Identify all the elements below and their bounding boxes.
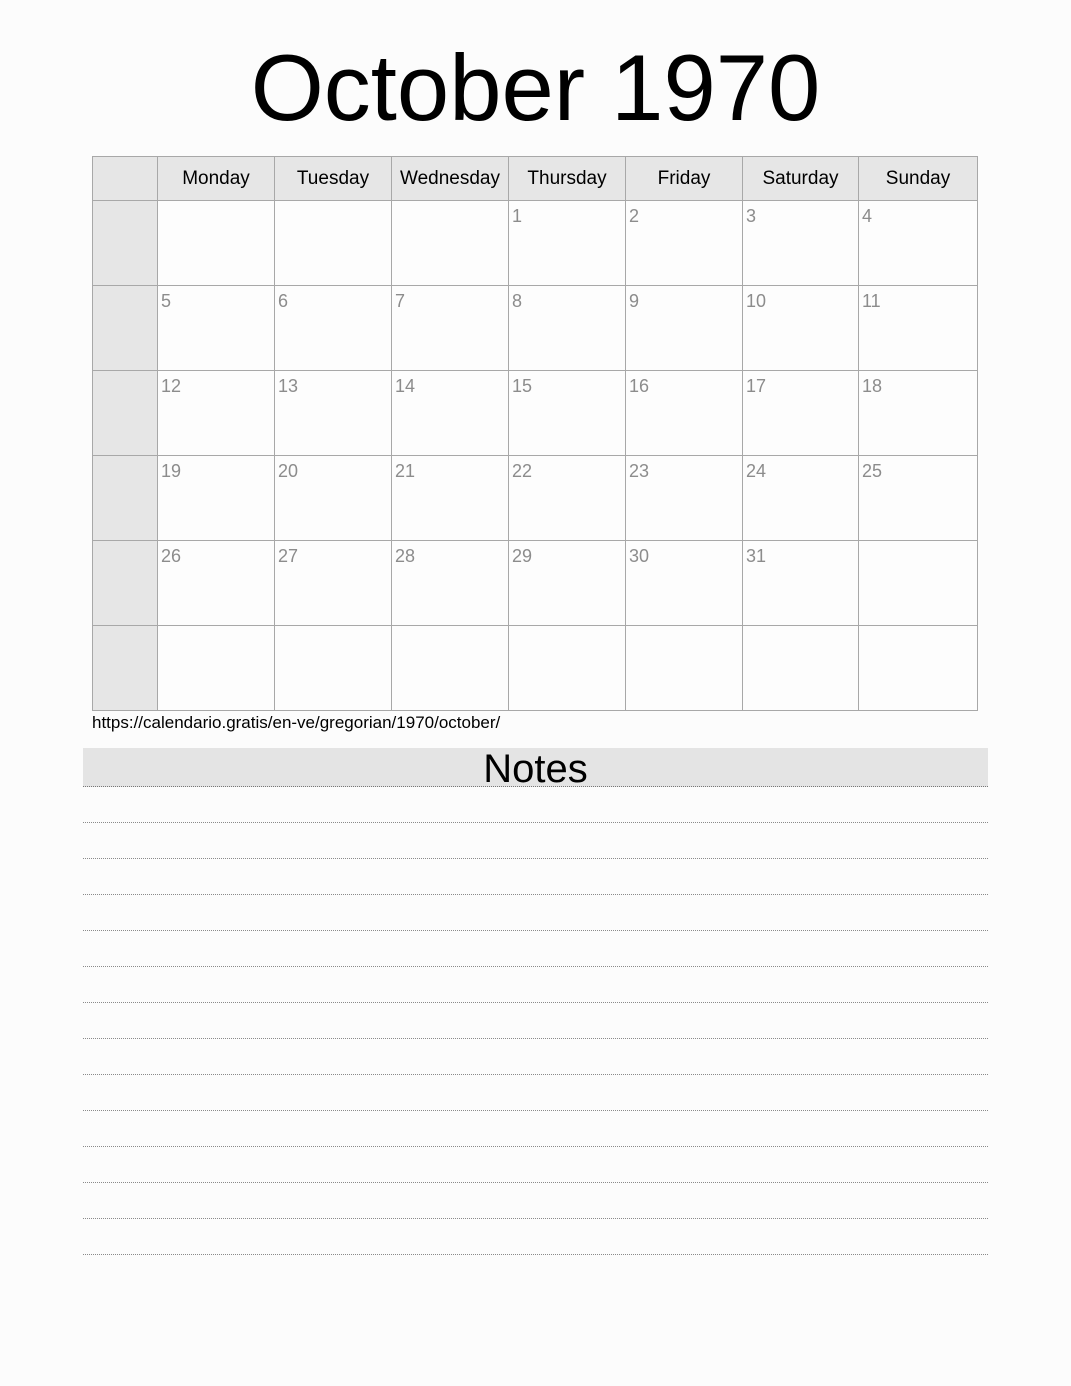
day-number: 11	[862, 291, 881, 311]
day-cell	[275, 541, 392, 626]
day-number: 3	[746, 206, 757, 226]
day-cell	[509, 626, 626, 711]
note-line	[83, 1219, 988, 1255]
day-number: 18	[862, 376, 883, 396]
day-cell	[158, 541, 275, 626]
week-number-cell	[93, 541, 158, 626]
day-cell	[158, 626, 275, 711]
day-number	[626, 626, 742, 631]
note-line	[83, 967, 988, 1003]
day-cell	[392, 201, 509, 286]
day-number: 12	[161, 376, 182, 396]
day-number: 26	[161, 546, 182, 566]
day-cell	[626, 201, 743, 286]
day-cell	[859, 286, 978, 371]
day-cell	[392, 626, 509, 711]
week-number-cell	[93, 286, 158, 371]
week-number-cell	[93, 201, 158, 286]
day-number: 25	[862, 461, 883, 481]
note-line	[83, 1039, 988, 1075]
day-number	[392, 201, 508, 206]
day-cell	[392, 371, 509, 456]
day-number	[859, 626, 977, 631]
day-number: 28	[395, 546, 416, 566]
week-row	[93, 626, 978, 711]
day-number: 1	[512, 206, 523, 226]
week-row	[93, 541, 978, 626]
day-number: 31	[746, 546, 767, 566]
day-cell	[626, 456, 743, 541]
weekday-header: Sunday	[859, 157, 978, 201]
day-number	[743, 626, 858, 631]
day-number	[275, 201, 391, 206]
day-number: 2	[629, 206, 640, 226]
day-number	[509, 626, 625, 631]
week-row	[93, 201, 978, 286]
note-line	[83, 1075, 988, 1111]
day-number: 8	[512, 291, 523, 311]
note-line	[83, 931, 988, 967]
week-row	[93, 456, 978, 541]
day-cell	[275, 456, 392, 541]
notes-lines	[83, 787, 988, 1255]
note-line	[83, 787, 988, 823]
weekday-header: Thursday	[509, 157, 626, 201]
day-cell	[859, 201, 978, 286]
day-cell	[626, 626, 743, 711]
week-number-cell	[93, 626, 158, 711]
note-line	[83, 1111, 988, 1147]
day-number: 19	[161, 461, 182, 481]
note-line	[83, 1003, 988, 1039]
week-number-cell	[93, 371, 158, 456]
day-cell	[158, 371, 275, 456]
day-number: 27	[278, 546, 299, 566]
day-cell	[509, 541, 626, 626]
calendar-grid	[92, 156, 978, 711]
day-number	[158, 626, 274, 631]
weekday-header: Tuesday	[275, 157, 392, 201]
day-number: 13	[278, 376, 299, 396]
day-cell	[626, 371, 743, 456]
day-number: 14	[395, 376, 416, 396]
day-number: 22	[512, 461, 533, 481]
day-number	[158, 201, 274, 206]
week-row	[93, 286, 978, 371]
day-cell	[743, 456, 859, 541]
day-number: 30	[629, 546, 650, 566]
weekday-header: Monday	[158, 157, 275, 201]
day-number: 20	[278, 461, 299, 481]
day-cell	[392, 456, 509, 541]
day-cell	[859, 626, 978, 711]
day-number: 24	[746, 461, 767, 481]
page-title: October 1970	[250, 35, 821, 140]
day-cell	[275, 201, 392, 286]
day-cell	[509, 201, 626, 286]
day-cell	[509, 371, 626, 456]
day-number	[859, 541, 977, 546]
day-cell	[626, 541, 743, 626]
day-cell	[275, 626, 392, 711]
day-number: 15	[512, 376, 533, 396]
day-cell	[158, 286, 275, 371]
note-line	[83, 859, 988, 895]
week-number-header	[93, 157, 158, 201]
day-number	[392, 626, 508, 631]
note-line	[83, 823, 988, 859]
day-cell	[859, 456, 978, 541]
weekday-header: Saturday	[743, 157, 859, 201]
notes-header: Notes	[83, 748, 988, 787]
day-number: 10	[746, 291, 767, 311]
day-number: 17	[746, 376, 767, 396]
day-cell	[626, 286, 743, 371]
day-number: 29	[512, 546, 533, 566]
day-cell	[158, 201, 275, 286]
day-number: 7	[395, 291, 406, 311]
day-number: 21	[395, 461, 416, 481]
weekday-header: Wednesday	[392, 157, 509, 201]
day-cell	[509, 456, 626, 541]
day-cell	[743, 371, 859, 456]
day-cell	[743, 541, 859, 626]
note-line	[83, 1147, 988, 1183]
day-number: 9	[629, 291, 640, 311]
note-line	[83, 1183, 988, 1219]
day-cell	[743, 201, 859, 286]
day-cell	[859, 371, 978, 456]
week-number-cell	[93, 456, 158, 541]
day-cell	[392, 286, 509, 371]
day-cell	[743, 626, 859, 711]
day-cell	[743, 286, 859, 371]
day-cell	[275, 371, 392, 456]
day-number: 5	[161, 291, 172, 311]
day-number: 23	[629, 461, 650, 481]
day-cell	[859, 541, 978, 626]
day-number	[275, 626, 391, 631]
note-line	[83, 895, 988, 931]
source-url: https://calendario.gratis/en-ve/gregorian/1970/october/	[92, 713, 501, 732]
week-row	[93, 371, 978, 456]
weekday-header: Friday	[626, 157, 743, 201]
day-cell	[275, 286, 392, 371]
day-number: 6	[278, 291, 289, 311]
day-number: 4	[862, 206, 873, 226]
day-cell	[509, 286, 626, 371]
day-cell	[392, 541, 509, 626]
weekday-header-row	[93, 157, 978, 201]
day-cell	[158, 456, 275, 541]
day-number: 16	[629, 376, 650, 396]
